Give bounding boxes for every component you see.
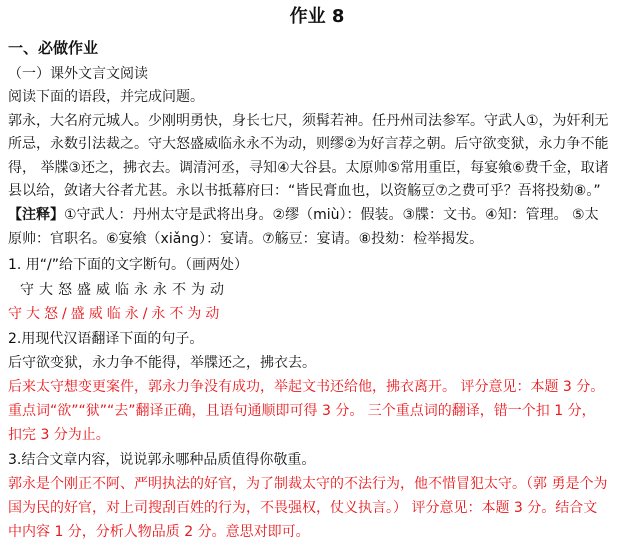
question-3: 3.结合文章内容，说说郭永哪种品质值得你敬重。 (8, 452, 316, 468)
page-title: 作业 8 (289, 6, 345, 27)
question-1-text: 守大怒盛威临永永不为动 (20, 282, 229, 298)
notes-text: ①守武人：丹州太守是武将出身。②缪（miù）：假装。③牒：文书。④知：管理。 ⑤太 (64, 207, 599, 223)
passage-line: 郭永，大名府元城人。少刚明勇快，身长七尺，须髯若神。任丹州司法参军。守武人①，为奸利无 (8, 113, 609, 129)
notes-line (8, 205, 630, 225)
notes-line: 原帅：官职名。⑥宴飨（xiǎng）：宴请。⑦觞豆：宴请。⑧投劾：检举揭发。 (8, 231, 484, 247)
subsection-heading: （一）课外文言文阅读 (8, 66, 148, 82)
question-1-answer: 守大怒/盛威临永/永不为动 (8, 306, 224, 322)
passage-line: 县以给，敛诸大谷者尤甚。永以书抵幕府曰：“皆民膏血也，以资觞豆⑦之费可乎？吾将投劾⑧。” (8, 183, 601, 199)
question-3-answer: 中内容 1 分，分析人物品质 2 分。意思对即可。 (8, 524, 310, 540)
question-2-answer: 后来太守想变更案件，郭永力争没有成功，举起文书还给他，拂衣离开。 评分意见：本题 3 分。 (8, 379, 605, 395)
passage-line: 所忌，永数引法裁之。守大怒盛威临永永不为动，则缪②为好言荐之朝。后守欲变狱，永力争不能 (8, 136, 609, 152)
question-2: 2.用现代汉语翻译下面的句子。 (8, 331, 204, 347)
section-heading: 一、必做作业 (8, 39, 99, 57)
question-2-text: 后守欲变狱，永力争不能得，举牒还之，拂衣去。 (8, 355, 316, 371)
notes-label: 【注释】 (8, 207, 64, 223)
question-3-answer: 国为民的好官，对上司搜刮百姓的行为，不畏强权，仗义执言。） 评分意见：本题 3 分。结合文 (8, 500, 598, 516)
question-1: 1. 用“/”给下面的文字断句。（画两处） (8, 257, 249, 273)
question-3-answer: 郭永是个刚正不阿、严明执法的好官，为了制裁太守的不法行为，他不惜冒犯太守。（郭 勇是个为 (8, 476, 608, 492)
question-2-answer: 扣完 3 分为止。 (8, 427, 110, 443)
passage-line: 得， 举牒③还之，拂衣去。调清河丞，寻知④大谷县。太原帅⑤常用重臣，每宴飨⑥费千金，取诸 (8, 160, 609, 176)
question-2-answer: 重点词“欲”“狱”“去”翻译正确，且语句通顺即可得 3 分。 三个重点词的翻译，错一个扣 1 分， (8, 403, 596, 419)
reading-instruction: 阅读下面的语段，并完成问题。 (8, 89, 204, 105)
